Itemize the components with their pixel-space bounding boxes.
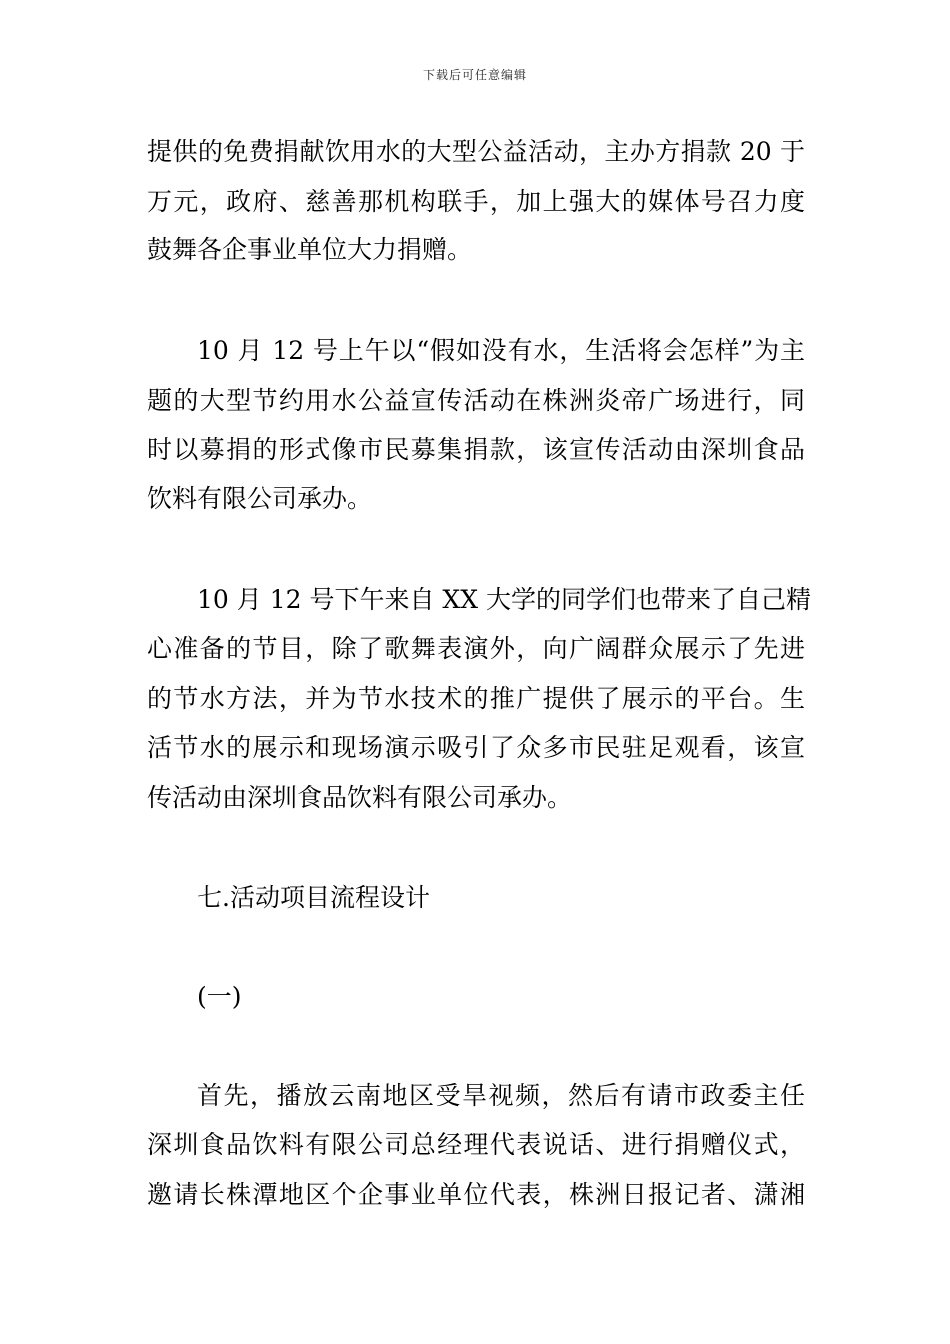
paragraph-2-line-1: 10 月 12 号上午以“假如没有水，生活将会怎样”为主: [197, 336, 805, 365]
section-heading: 七.活动项目流程设计: [197, 883, 430, 912]
paragraph-1-line-3: 鼓舞各企事业单位大力捐赠。: [147, 235, 473, 264]
last-paragraph-line-2: 深圳食品饮料有限公司总经理代表说话、进行捐赠仪式，: [147, 1130, 805, 1159]
paragraph-3-line-2: 心准备的节目，除了歌舞表演外，向广阔群众展示了先进: [147, 634, 805, 663]
last-paragraph-line-3: 邀请长株潭地区个企事业单位代表，株洲日报记者、潇湘: [147, 1180, 805, 1209]
page-header: 下载后可任意编辑: [422, 68, 527, 82]
paragraph-1-line-1: 提供的免费捐献饮用水的大型公益活动，主办方捐款 20 于: [147, 137, 805, 166]
paragraph-3-line-1: 10 月 12 号下午来自 XX 大学的同学们也带来了自己精: [197, 585, 811, 614]
paragraph-1-line-2: 万元，政府、慈善那机构联手，加上强大的媒体号召力度: [147, 187, 805, 216]
last-paragraph-line-1: 首先，播放云南地区受旱视频，然后有请市政委主任: [197, 1081, 805, 1110]
paragraph-2-line-3: 时以募捐的形式像市民募集捐款，该宣传活动由深圳食品: [147, 435, 805, 464]
paragraph-2-line-4: 饮料有限公司承办。: [147, 484, 373, 513]
paragraph-3-line-3: 的节水方法，并为节水技术的推广提供了展示的平台。生: [147, 684, 805, 713]
sub-heading: (一): [197, 982, 242, 1011]
paragraph-3-line-5: 传活动由深圳食品饮料有限公司承办。: [147, 783, 573, 812]
paragraph-2-line-2: 题的大型节约用水公益宣传活动在株洲炎帝广场进行，同: [147, 386, 805, 415]
paragraph-3-line-4: 活节水的展示和现场演示吸引了众多市民驻足观看，该宣: [147, 733, 805, 762]
